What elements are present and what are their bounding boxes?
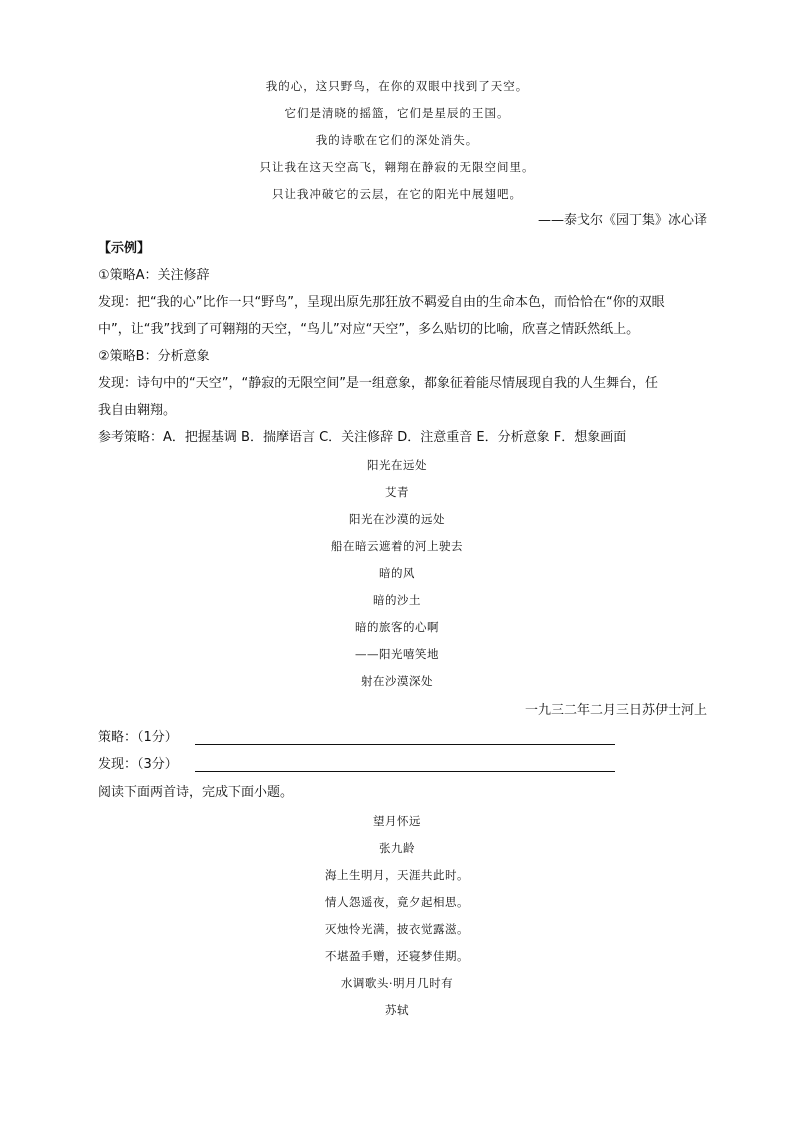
poem2-line-5: 暗的旅客的心啊	[355, 620, 439, 634]
reference-strategies: 参考策略：A．把握基调 B．揣摩语言 C．关注修辞 D．注意重音 E．分析意象 F．想象画面	[98, 430, 627, 445]
example-heading: 【示例】	[98, 241, 151, 256]
poem1-attribution: ——泰戈尔《园丁集》冰心译	[537, 213, 707, 228]
finding-b-line-1: 发现：诗句中的“天空”，“静寂的无限空间”是一组意象，都象征着能尽情展现自我的人生舞台，任	[98, 376, 658, 391]
poem2-line-1: 阳光在沙漠的远处	[349, 512, 445, 526]
poem2-line-7: 射在沙漠深处	[361, 674, 433, 688]
poem2-author: 艾青	[385, 485, 409, 499]
poem2-title: 阳光在远处	[367, 458, 427, 472]
poem2-line-4: 暗的沙土	[373, 593, 421, 607]
poem3-line-2: 情人怨遥夜，竟夕起相思。	[325, 895, 469, 909]
poem1-line-1: 我的心，这只野鸟，在你的双眼中找到了天空。	[265, 79, 529, 93]
finding-answer-blank[interactable]	[195, 771, 615, 772]
poem4-author: 苏轼	[385, 1003, 409, 1017]
finding-b-line-2: 我自由翱翔。	[98, 403, 177, 418]
strategy-answer-blank[interactable]	[195, 744, 615, 745]
poem4-title: 水调歌头·明月几时有	[340, 976, 454, 990]
poem3-author: 张九龄	[379, 841, 415, 855]
poem3-title: 望月怀远	[373, 814, 421, 828]
poem2-line-6: ——阳光嘻笑地	[355, 647, 439, 661]
strategy-b: ②策略B：分析意象	[98, 349, 210, 364]
poem2-line-2: 船在暗云遮着的河上驶去	[331, 539, 463, 553]
finding-a-line-2: 中”，让“我”找到了可翱翔的天空，“鸟儿”对应“天空”，多么贴切的比喻，欣喜之情跃然纸上。	[98, 322, 640, 337]
reading-instruction: 阅读下面两首诗，完成下面小题。	[98, 785, 294, 800]
finding-a-line-1: 发现：把“我的心”比作一只“野鸟”，呈现出原先那狂放不羁爱自由的生命本色，而恰恰在“你的双眼	[98, 295, 665, 310]
strategy-a: ①策略A：关注修辞	[98, 268, 210, 283]
poem2-line-3: 暗的风	[379, 566, 415, 580]
poem1-line-3: 我的诗歌在它们的深处消失。	[315, 133, 479, 147]
poem1-line-4: 只让我在这天空高飞，翱翔在静寂的无限空间里。	[259, 160, 535, 174]
poem1-line-2: 它们是清晓的摇篮，它们是星辰的王国。	[284, 106, 510, 120]
strategy-answer-label: 策略：（1分）	[98, 730, 178, 745]
poem3-line-1: 海上生明月，天涯共此时。	[325, 868, 469, 882]
poem2-date: 一九三二年二月三日苏伊士河上	[524, 703, 707, 718]
strategy-answer-row	[98, 729, 618, 747]
finding-answer-label: 发现：（3分）	[98, 757, 178, 772]
poem3-line-4: 不堪盈手赠，还寝梦佳期。	[325, 949, 469, 963]
poem3-line-3: 灭烛怜光满，披衣觉露滋。	[325, 922, 469, 936]
finding-answer-row	[98, 756, 618, 774]
poem1-line-5: 只让我冲破它的云层，在它的阳光中展翅吧。	[272, 187, 522, 201]
